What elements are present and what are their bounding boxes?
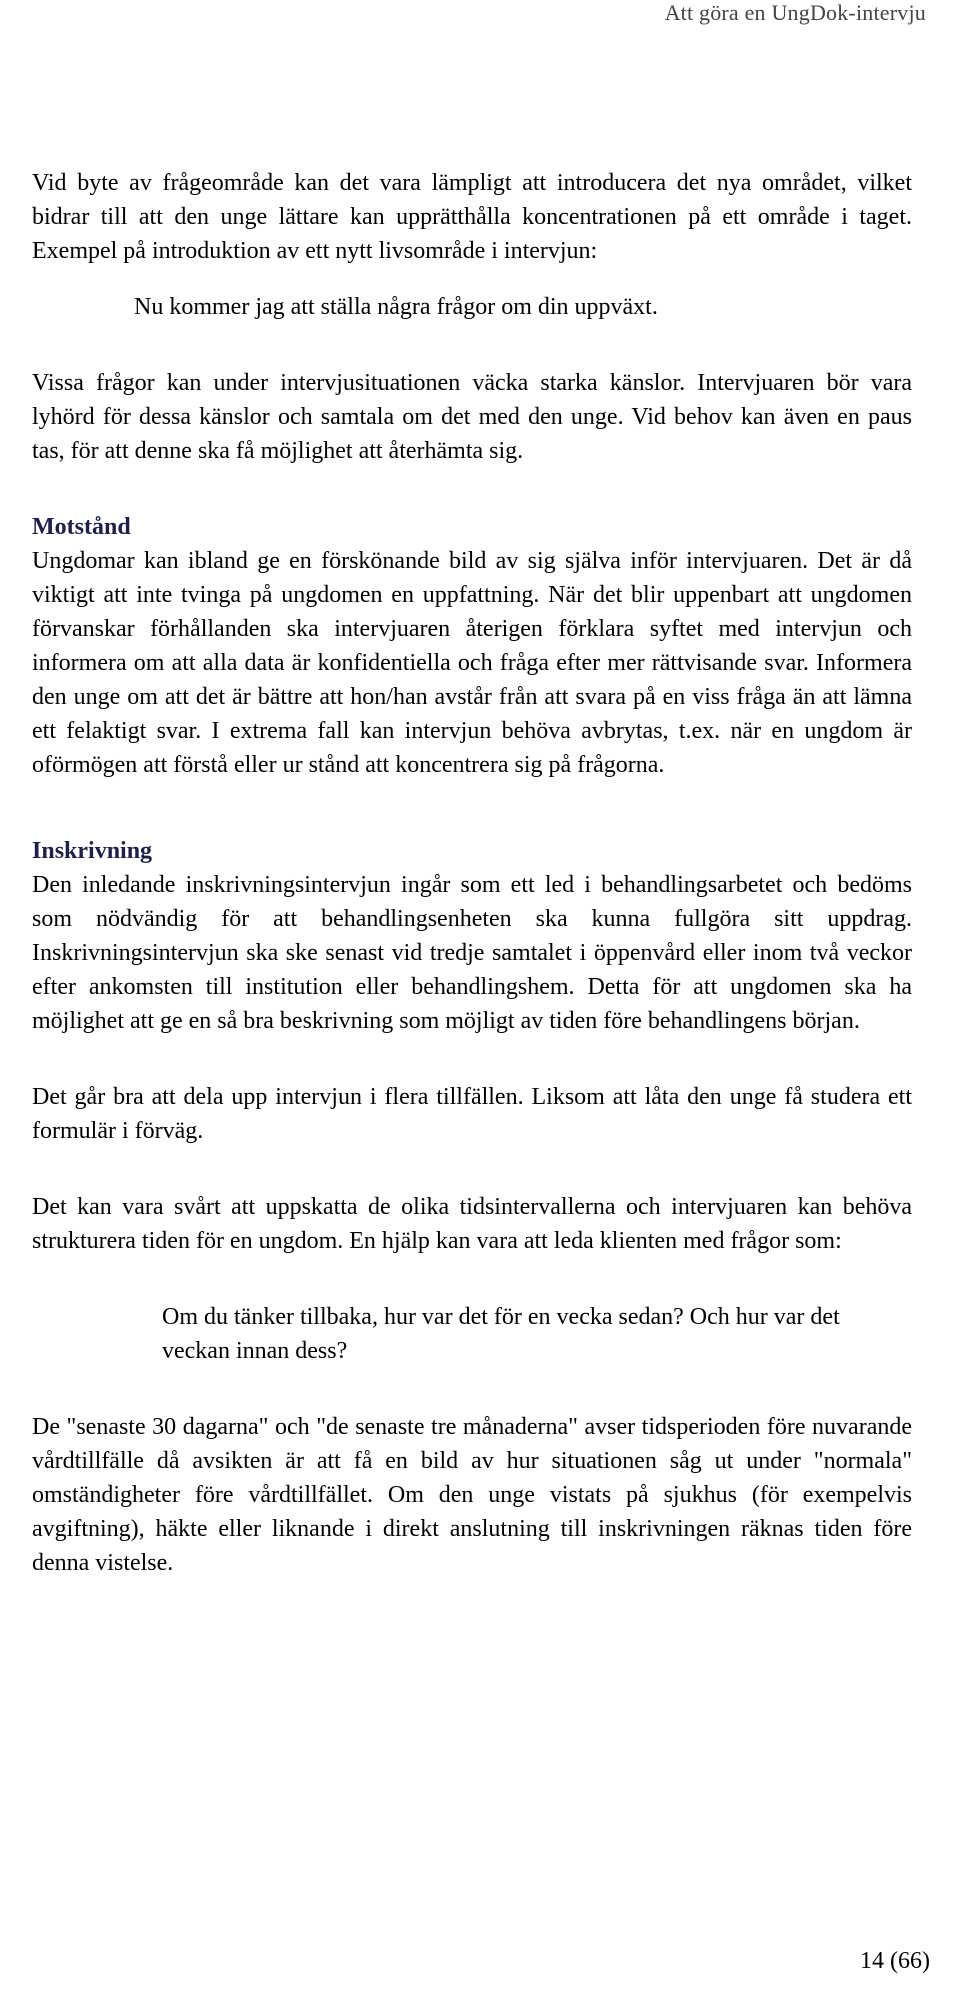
- example-quote-time: Om du tänker tillbaka, hur var det för en vecka sedan? Och hur var det veckan innan dess?: [162, 1304, 840, 1364]
- page-number: 14 (66): [860, 1948, 930, 1974]
- document-body: [32, 166, 912, 1580]
- resistance-paragraph: Ungdomar kan ibland ge en förskönande bild av sig själva inför intervjuaren. Det är då viktigt att inte tvinga på ungdomen en uppfattning. När det blir uppenbart att ungdomen förvanskar förhållanden ska intervjuaren återigen förklara syftet med intervjun och informera om att alla data är konfidentiella och fråga efter mer rättvisande svar. Informera den unge om att det är bättre att hon/han avstår från att svara på en viss fråga än att lämna ett felaktigt svar. I extrema fall kan intervjun behöva avbrytas, t.ex. när en ungdom är oförmögen att förstå eller ur stånd att koncentrera sig på frågorna.: [32, 548, 912, 778]
- example-quote-intro: Nu kommer jag att ställa några frågor om din uppväxt.: [134, 294, 658, 320]
- section-heading-intake: Inskrivning: [32, 838, 153, 864]
- intro-paragraph: Vid byte av frågeområde kan det vara lämpligt att introducera det nya området, vilket bidrar till att den unge lättare kan upprätthålla koncentrationen på ett område i taget. Exempel på introduktion av ett nytt livsområde i intervjun:: [32, 170, 912, 264]
- periods-paragraph: De "senaste 30 dagarna" och "de senaste tre månaderna" avser tidsperioden före nuvarande vårdtillfälle då avsikten är att få en bild av hur situationen såg ut under "normala" omständigheter före vårdtillfället. Om den unge vistats på sjukhus (för exempelvis avgiftning), häkte eller liknande i direkt anslutning till inskrivningen räknas tiden före denna vistelse.: [32, 1414, 912, 1576]
- split-paragraph: Det går bra att dela upp intervjun i flera tillfällen. Liksom att låta den unge få studera ett formulär i förväg.: [32, 1084, 912, 1144]
- running-title: Att göra en UngDok-intervju: [664, 0, 926, 25]
- time-paragraph: Det kan vara svårt att uppskatta de olika tidsintervallerna och intervjuaren kan behöva strukturera tiden för en ungdom. En hjälp kan vara att leda klienten med frågor som:: [32, 1194, 912, 1254]
- section-heading-resistance: Motstånd: [32, 514, 131, 540]
- intake-paragraph: Den inledande inskrivningsintervjun ingår som ett led i behandlingsarbetet och bedöms som nödvändig för att behandlingsenheten ska kunna fullgöra sitt uppdrag. Inskrivningsintervjun ska ske senast vid tredje samtalet i öppenvård eller inom två veckor efter ankomsten till institution eller behandlingshem. Detta för att ungdomen ska ha möjlighet att ge en så bra beskrivning som möjligt av tiden före behandlingens början.: [32, 872, 912, 1034]
- feelings-paragraph: Vissa frågor kan under intervjusituationen väcka starka känslor. Intervjuaren bör vara lyhörd för dessa känslor och samtala om det med den unge. Vid behov kan även en paus tas, för att denne ska få möjlighet att återhämta sig.: [32, 370, 912, 464]
